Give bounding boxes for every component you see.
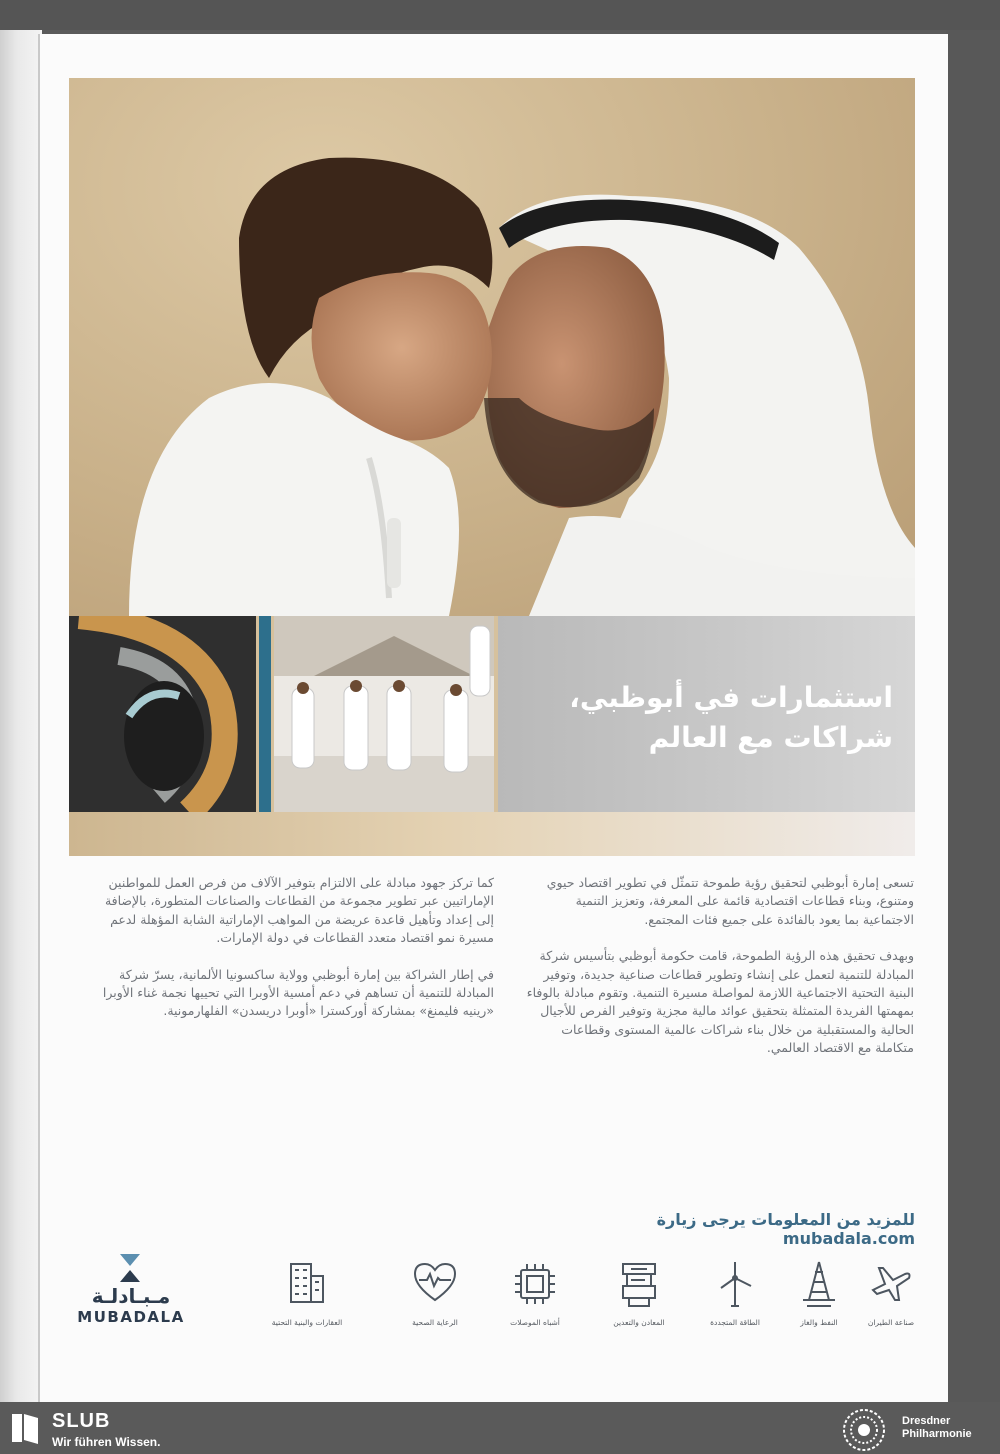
paragraph: تسعى إمارة أبوظبي لتحقيق رؤية طموحة تتمثّل في تطوير اقتصاد حيوي ومتنوع، وبناء قطاعات اقتصادية قائمة على المعرفة، وتعزيز التنمية الاجتماعية بما يعود بالفائدة على جميع فئات المجتمع. bbox=[546, 875, 914, 927]
image-strip bbox=[69, 616, 915, 856]
sector-healthcare bbox=[390, 1252, 480, 1342]
blue-divider bbox=[259, 616, 271, 812]
sector-real-estate bbox=[262, 1252, 352, 1342]
logo-english: MUBADALA bbox=[77, 1308, 185, 1326]
visit-text: للمزيد من المعلومات يرجى زيارة bbox=[656, 1210, 915, 1229]
airplane-icon bbox=[869, 1260, 913, 1304]
sector-oil-gas bbox=[774, 1252, 864, 1342]
sector-semiconductors bbox=[490, 1252, 580, 1342]
men-walking-photo bbox=[274, 616, 494, 812]
visit-website-line bbox=[520, 1210, 915, 1248]
partner-name-line-1: Dresdner bbox=[902, 1415, 951, 1427]
wind-turbine-icon bbox=[713, 1260, 757, 1308]
partner-name bbox=[902, 1415, 972, 1441]
headline-panel bbox=[498, 616, 915, 812]
slub-name: SLUB bbox=[52, 1410, 111, 1432]
sector-label: النفط والغاز bbox=[800, 1318, 838, 1327]
slub-book-icon bbox=[10, 1410, 40, 1446]
buildings-icon bbox=[285, 1260, 329, 1306]
body-column-right bbox=[522, 874, 914, 1076]
paragraph: كما تركز جهود مبادلة على الالتزام بتوفير الآلاف من فرص العمل للمواطنين الإماراتيين عبر تطوير مجموعة من القطاعات والصناعات المتطورة، بالإضافة إلى إعداد وتأهيل قاعدة عريضة من المواهب الإماراتية الشابة المؤهلة لدعم مسيرة نمو اقتصاد متعدد القطاعات في دولة الإمارات. bbox=[104, 875, 494, 946]
sector-icons-row bbox=[250, 1252, 920, 1342]
sector-label: أشباه الموصلات bbox=[510, 1318, 560, 1327]
sector-label: الطاقة المتجددة bbox=[710, 1318, 760, 1327]
scan-background-right bbox=[946, 30, 1000, 1402]
sector-label: العقارات والبنية التحتية bbox=[271, 1318, 343, 1327]
scan-background-top bbox=[0, 0, 1000, 30]
paragraph: وبهدف تحقيق هذه الرؤية الطموحة، قامت حكومة أبوظبي بتأسيس شركة المبادلة للتنمية لتعمل على إنشاء وتطوير قطاعات صناعية جديدة، وتوفير البنية التحتية الاجتماعية اللازمة لمواصلة مسيرة التنمية. وتقوم مبادلة بالوفاء بمهمتها الفريدة المتمثلة بتحقيق عوائد مالية مجزية وتوفير الفرص للأجيال الحالية والمستقبلية من خلال بناء شراكات عالمية المستوى وقطاعات متكاملة مع الاقتصاد العالمي. bbox=[526, 948, 914, 1056]
hero-illustration bbox=[69, 78, 915, 616]
slub-tagline: Wir führen Wissen. bbox=[52, 1435, 161, 1449]
paragraph: في إطار الشراكة بين إمارة أبوظبي وولاية ساكسونيا الألمانية، يسرّ شركة المبادلة للتنمية أن تساهم في دعم أمسية الأوبرا التي تحييها نجمة غناء الأوبرا «رينيه فليمنغ» بمشاركة أوركسترا «أوبرا دريسدن» الفلهارمونية. bbox=[102, 966, 494, 1019]
sector-label: الرعاية الصحية bbox=[412, 1318, 458, 1327]
previous-page-edge bbox=[0, 30, 42, 1402]
headline bbox=[513, 678, 893, 758]
metals-mining-icon bbox=[617, 1260, 661, 1308]
logo-mark-icon bbox=[118, 1252, 142, 1284]
partner-name-line-2: Philharmonie bbox=[902, 1428, 972, 1440]
headline-line-1: استثمارات في أبوظبي، bbox=[569, 681, 893, 714]
scan-footer bbox=[0, 1402, 1000, 1454]
hero-continuation bbox=[69, 812, 915, 856]
hero-photo-father-son bbox=[69, 78, 915, 616]
headline-line-2: شراكات مع العالم bbox=[648, 721, 893, 754]
body-column-left bbox=[96, 874, 494, 1039]
logo-arabic: مـبـادلـة bbox=[91, 1284, 171, 1308]
oil-rig-icon bbox=[797, 1260, 841, 1308]
sector-label: المعادن والتعدين bbox=[613, 1318, 665, 1327]
sector-renewable-energy bbox=[690, 1252, 780, 1342]
website-link[interactable]: mubadala.com bbox=[782, 1229, 915, 1248]
heart-pulse-icon bbox=[411, 1260, 459, 1304]
philharmonie-sunburst-icon bbox=[842, 1408, 886, 1452]
sector-label: صناعة الطيران bbox=[867, 1318, 915, 1327]
spiral-staircase-photo bbox=[69, 616, 256, 812]
mubadala-logo bbox=[66, 1248, 196, 1334]
sector-metals-mining bbox=[594, 1252, 684, 1342]
microchip-icon bbox=[511, 1260, 559, 1308]
